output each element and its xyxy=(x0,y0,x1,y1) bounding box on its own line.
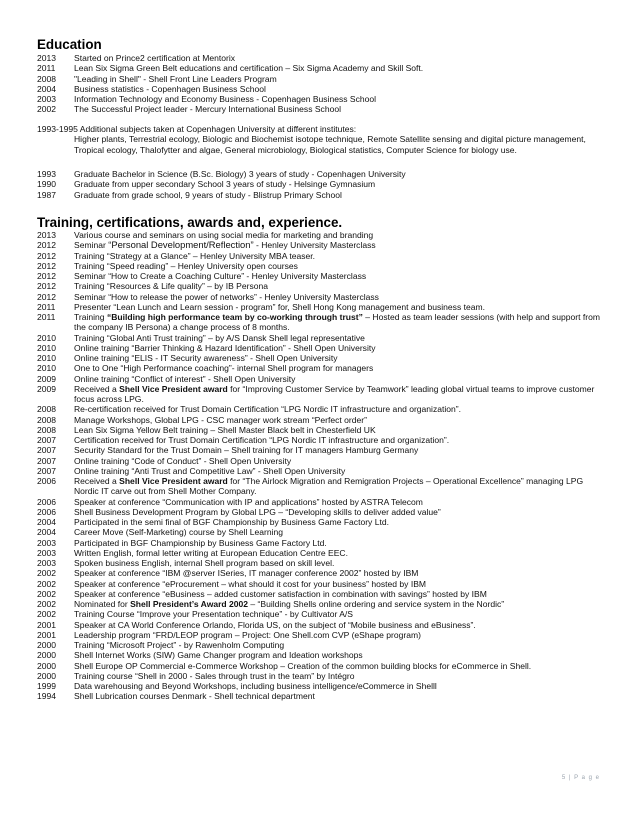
list-item: 2003 Written English, formal letter writing at European Education Centre EEC. xyxy=(37,547,348,558)
list-item: 2013 Various course and seminars on using social media for marketing and branding xyxy=(37,230,374,240)
list-item: 2008 Re-certification received for Trust Domain Certification “LPG Nordic IT infrastructure and organization”. xyxy=(37,404,461,415)
list-item: 2004 Career Move (Self-Marketing) course by Shell Learning xyxy=(37,527,284,538)
list-item: 2010 One to One “High Performance coaching”- internal Shell program for managers xyxy=(37,363,374,374)
list-item: 2002 Speaker at conference “IBM @server ISeries, IT manager conference 2002” hosted by IBM xyxy=(37,568,419,579)
list-item: 2004 Business statistics - Copenhagen Business School xyxy=(37,83,266,94)
list-item: 2001 Leadership program “FRD/LEOP program – Project: One Shell.com CVP (eShape program) xyxy=(37,629,421,640)
list-item: 2009 Online training “Conflict of interest” - Shell Open University xyxy=(37,373,296,384)
list-item: 2001 Speaker at CA World Conference Orlando, Florida US, on the subject of “Mobile business and eBusiness”. xyxy=(37,619,476,630)
graduation-list xyxy=(37,169,607,200)
list-item: 2007 Certification received for Trust Domain Certification “LPG Nordic IT infrastructure and organization”. xyxy=(37,435,450,445)
list-item: 2012 Training “Speed reading” – Henley University open courses xyxy=(37,260,298,271)
list-item: 2011 Presenter “Lean Lunch and Learn session - program” for, Shell Hong Kong management and business team. xyxy=(37,301,485,312)
list-item: 2012 Training “Resources & Life quality” – by IB Persona xyxy=(37,281,268,292)
list-item: 2007 Security Standard for the Trust Domain – Shell training for IT managers Hamburg Germany xyxy=(37,445,419,456)
list-item: 2010 Online training “Barrier Thinking & Hazard Identification” - Shell Open University xyxy=(37,342,376,353)
list-item: 2006 Received a Shell Vice President award for “The Airlock Migration and Remigration Projects – Operational Excellence” managing LPG Nordic IT carve out from Shell Mother Company. xyxy=(37,476,584,497)
list-item: 2003 Spoken business English, internal Shell program based on skill level. xyxy=(37,558,335,568)
list-item: 2000 Shell Internet Works (SIW) Game Changer program and Ideation workshops xyxy=(37,650,363,661)
list-item: 2006 Shell Business Development Program by Global LPG – “Developing skills to deliver added value” xyxy=(37,506,441,517)
list-item: 2012 Seminar “How to Create a Coaching Culture” - Henley University Masterclass xyxy=(37,271,367,281)
list-item: 1999 Data warehousing and Beyond Workshops, including business intelligence/eCommerce in Shelll xyxy=(37,681,437,691)
list-item: 2000 Training course “Shell in 2000 - Sales through trust in the team” by Intégro xyxy=(37,670,355,681)
list-item: 2002 Speaker at conference “eProcurement – what should it cost for your business” hosted by IBM xyxy=(37,578,427,589)
additional-detail: Higher plants, Terrestrial ecology, Biologic and Biochemist isotope technique, Remote Satellite sensing and digital picture management, Tropical ecology, Thalofytter and algae, General microbiology, Biological statistics, Computer Science for biology use. xyxy=(74,134,586,155)
list-item: 1987 Graduate from grade school, 9 years of study - Blistrup Primary School xyxy=(37,189,342,200)
list-item: 2012 Seminar “Personal Development/Reflection” - Henley University Masterclass xyxy=(37,239,376,251)
list-item: 2002 Nominated for Shell President’s Award 2002 – “Building Shells online ordering and service system in the Nordic” xyxy=(37,599,505,609)
list-item: 1993 Graduate Bachelor in Science (B.Sc. Biology) 3 years of study - Copenhagen University xyxy=(37,169,406,179)
list-item: 2007 Online training “Code of Conduct” - Shell Open University xyxy=(37,455,292,466)
list-item: 2008 Manage Workshops, Global LPG - CSC manager work stream “Perfect order” xyxy=(37,414,367,425)
list-item: 2006 Speaker at conference “Communication with IP and applications” hosted by ASTRA Telecom xyxy=(37,496,423,507)
list-item: 2004 Participated in the semi final of BGF Championship by Business Game Factory Ltd. xyxy=(37,517,389,527)
list-item: 2000 Shell Europe OP Commercial e-Commerce Workshop – Creation of the common building blocks for eCommerce in Shell. xyxy=(37,660,532,671)
list-item: 2002 Training Course “Improve your Presentation technique” - by Cultivator A/S xyxy=(37,609,354,620)
list-item: 2009 Received a Shell Vice President award for “Improving Customer Service by Teamwork” leading global virtual teams to improve customer focus across LPG. xyxy=(37,383,595,404)
education-heading: Education xyxy=(37,37,102,52)
list-item: 1994 Shell Lubrication courses Denmark - Shell technical department xyxy=(37,691,315,702)
list-item: 2013 Started on Prince2 certification at Mentorix xyxy=(37,53,236,63)
list-item: 2011 Training “Building high performance team by co-working through trust” – Hosted as team leader sessions (with help and support from the company IB Persona) a change process of 8 months. xyxy=(37,312,600,333)
additional-subjects xyxy=(37,124,597,155)
training-list xyxy=(37,230,607,702)
list-item: 2008 "Leading in Shell" - Shell Front Line Leaders Program xyxy=(37,73,277,84)
list-item: 2000 Training “Microsoft Project” - by Rawenholm Computing xyxy=(37,640,285,650)
list-item: 2012 Seminar “How to release the power of networks” - Henley University Masterclass xyxy=(37,291,379,302)
additional-intro: 1993-1995 Additional subjects taken at Copenhagen University at different institutes: xyxy=(37,124,357,134)
list-item: 2008 Lean Six Sigma Yellow Belt training – Shell Master Black belt in Chesterfield UK xyxy=(37,424,376,435)
list-item: 2002 Speaker at conference “eBusiness – added customer satisfaction in combination with savings” hosted by IBM xyxy=(37,588,487,599)
education-list xyxy=(37,53,607,115)
training-heading: Training, certifications, awards and, experience. xyxy=(37,215,343,230)
list-item: 2012 Training “Strategy at a Glance” – Henley University MBA teaser. xyxy=(37,250,315,261)
list-item: 2003 Information Technology and Economy Business - Copenhagen Business School xyxy=(37,94,377,104)
list-item: 2002 The Successful Project leader - Mercury International Business School xyxy=(37,104,341,115)
list-item: 2007 Online training “Anti Trust and Competitive Law” - Shell Open University xyxy=(37,465,346,476)
list-item: 2003 Participated in BGF Championship by Business Game Factory Ltd. xyxy=(37,537,327,548)
list-item: 2010 Online training “ELIS - IT Security awareness” - Shell Open University xyxy=(37,353,338,363)
list-item: 1990 Graduate from upper secondary School 3 years of study - Helsinge Gymnasium xyxy=(37,179,376,190)
page-number: 5 | P a g e xyxy=(561,775,600,781)
list-item: 2011 Lean Six Sigma Green Belt educations and certification – Six Sigma Academy and Skill Soft. xyxy=(37,63,424,74)
list-item: 2010 Training “Global Anti Trust training” – by A/S Dansk Shell legal representative xyxy=(37,332,365,343)
